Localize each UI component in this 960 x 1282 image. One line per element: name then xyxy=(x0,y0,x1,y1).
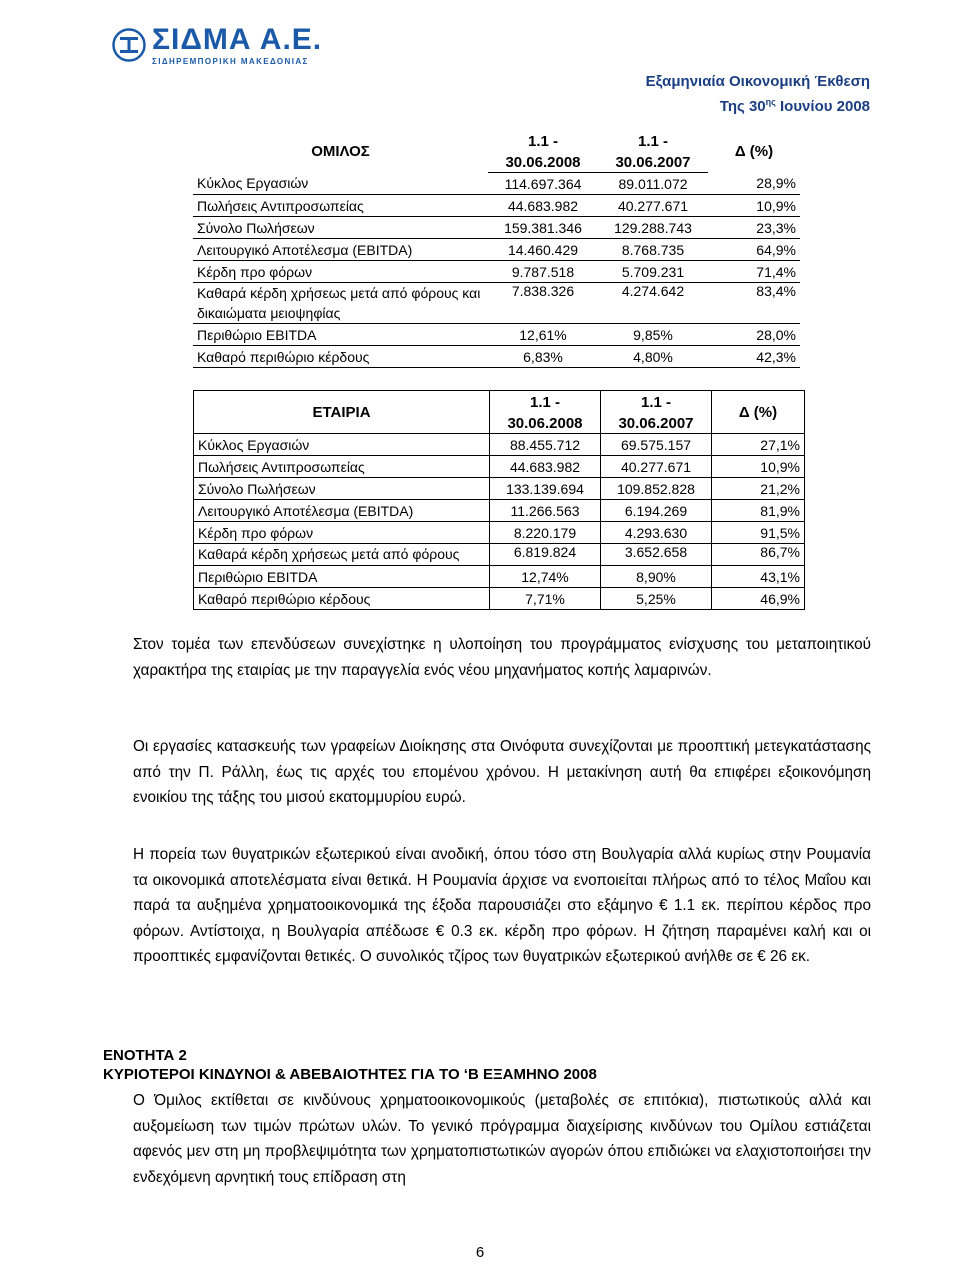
col-header: 1.1 - xyxy=(490,391,601,414)
table-row: Καθαρό περιθώριο κέρδους 7,71% 5,25% 46,9% xyxy=(194,588,805,610)
report-title: Εξαμηνιαία Οικονομική Έκθεση xyxy=(645,73,870,90)
col-header-delta: Δ (%) xyxy=(712,391,805,434)
col-header: 30.06.2008 xyxy=(488,152,598,173)
table-row: Λειτουργικό Αποτέλεσμα (EBITDA) 14.460.429 8.768.735 64,9% xyxy=(193,239,800,261)
table-title: ΕΤΑΙΡΙΑ xyxy=(194,391,490,434)
col-header: 30.06.2008 xyxy=(490,413,601,434)
col-header: 1.1 - xyxy=(637,132,668,150)
table-title: ΟΜΙΛΟΣ xyxy=(311,142,370,160)
table-row: Πωλήσεις Αντιπροσωπείας 44.683.982 40.277.671 10,9% xyxy=(194,456,805,478)
paragraph-risks: Ο Όμιλος εκτίθεται σε κινδύνους χρηματοοικονομικούς (μεταβολές σε επιτόκια), πιστωτικούς αλλά και αυξομείωση των τιμών πρώτων υλών. Το γενικό πρόγραμμα διαχείρισης κινδύνων του Ομίλου εστιάζεται αφενός μεν στη μη προβλεψιμότητα των χρηματοπιστωτικών αγορών όπου επιδιώκει να ελαχιστοποιήσει την ενδεχόμενη αρνητική τους επίδραση στη xyxy=(133,1092,871,1186)
col-header: 30.06.2007 xyxy=(598,152,708,173)
table-row: Καθαρά κέρδη χρήσεως μετά από φόρους 6.819.824 3.652.658 86,7% xyxy=(194,544,805,566)
logo-subtitle: ΣΙΔΗΡΕΜΠΟΡΙΚΗ ΜΑΚΕΔΟΝΙΑΣ xyxy=(152,56,309,66)
sidma-logo-icon xyxy=(112,28,146,62)
table-row: Κέρδη προ φόρων 9.787.518 5.709.231 71,4% xyxy=(193,261,800,283)
page-number: 6 xyxy=(475,1244,485,1261)
col-header: 1.1 - xyxy=(601,391,712,414)
paragraph-subsidiaries: Η πορεία των θυγατρικών εξωτερικού είναι ανοδική, όπου τόσο στη Βουλγαρία αλλά κυρίως στην Ρουμανία τα οικονομικά αποτελέσματα είναι θετικά. Η Ρουμανία άρχισε να ενοποιείται πλήρως από το τέλος Μαΐου και παρά τα αυξημένα χρηματοοικονομικά της έξοδα παρουσιάζει στο εξάμηνο € 1.1 εκ. περίπου κέρδος προ φόρων. Αντίστοιχα, η Βουλγαρία απέδωσε € 0.3 εκ. κέρδη προ φόρων. Η ζήτηση παραμένει καλή και οι προοπτικές εμφανίζονται θετικές. Ο συνολικός τζίρος των θυγατρικών εξωτερικού ανήλθε σε € 26 εκ. xyxy=(133,846,871,965)
paragraph-investments: Στον τομέα των επενδύσεων συνεχίστηκε η υλοποίηση του προγράμματος ενίσχυσης του μεταποιητικού χαρακτήρα της εταιρίας με την παραγγελία ενός νέου μηχανήματος κοπής λαμαρινών. xyxy=(133,636,871,679)
table-row: Σύνολο Πωλήσεων 159.381.346 129.288.743 23,3% xyxy=(193,217,800,239)
col-header-delta: Δ (%) xyxy=(734,142,774,160)
company-logo xyxy=(112,22,322,68)
col-header: 30.06.2007 xyxy=(601,413,712,434)
report-date: Της $30^{\eta\varsigma}$ Ιουνίου 2008 xyxy=(719,97,870,115)
table-row: Καθαρά κέρδη χρήσεως μετά από φόρους και δικαιώματα μειοψηφίας 7.838.326 4.274.642 83,4% xyxy=(193,283,800,324)
logo-name: ΣΙΔΜΑ Α.Ε. xyxy=(152,22,323,56)
section-title: ΚΥΡΙΟΤΕΡΟΙ ΚΙΝΔΥΝΟΙ & ΑΒΕΒΑΙΟΤΗΤΕΣ ΓΙΑ ΤΟ ‘Β ΕΞΑΜΗΝΟ 2008 xyxy=(103,1066,597,1083)
table-row: Κέρδη προ φόρων 8.220.179 4.293.630 91,5% xyxy=(194,522,805,544)
table-row: Κύκλος Εργασιών 88.455.712 69.575.157 27,1% xyxy=(194,434,805,456)
paragraph-offices: Οι εργασίες κατασκευής των γραφείων Διοίκησης στα Οινόφυτα συνεχίζονται με προοπτική μετεγκατάστασης από την Π. Ράλλη, έως τις αρχές του επομένου χρόνου. Η μετακίνηση αυτή θα επιφέρει εξοικονόμηση ενοικίου της τάξης του μισού εκατομμυρίου ευρώ. xyxy=(133,738,871,806)
table-row: Περιθώριο EBITDA 12,74% 8,90% 43,1% xyxy=(194,566,805,588)
table-row: Καθαρό περιθώριο κέρδους 6,83% 4,80% 42,3% xyxy=(193,346,800,368)
company-results-table xyxy=(193,390,805,610)
table-row: Λειτουργικό Αποτέλεσμα (EBITDA) 11.266.563 6.194.269 81,9% xyxy=(194,500,805,522)
table-row: Περιθώριο EBITDA 12,61% 9,85% 28,0% xyxy=(193,324,800,346)
group-results-table xyxy=(193,130,800,368)
section-heading xyxy=(103,1046,597,1084)
table-row: Σύνολο Πωλήσεων 133.139.694 109.852.828 21,2% xyxy=(194,478,805,500)
report-header xyxy=(646,72,870,117)
table-row: Πωλήσεις Αντιπροσωπείας 44.683.982 40.277.671 10,9% xyxy=(193,195,800,217)
section-number: ΕΝΟΤΗΤΑ 2 xyxy=(103,1047,187,1064)
col-header: 1.1 - xyxy=(527,132,558,150)
table-row: Κύκλος Εργασιών 114.697.364 89.011.072 28,9% xyxy=(193,173,800,195)
